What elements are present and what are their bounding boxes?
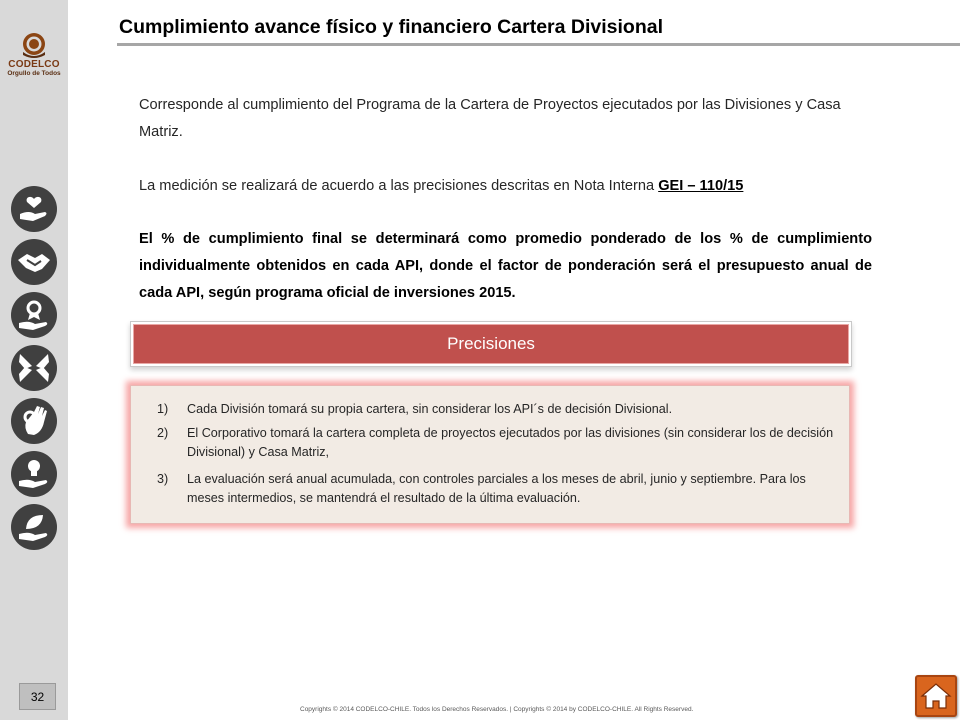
codelco-emblem-icon: [19, 32, 49, 58]
logo-brand: CODELCO: [8, 59, 60, 70]
measurement-paragraph: [139, 173, 872, 200]
home-button[interactable]: [915, 675, 957, 717]
codelco-logo: [4, 32, 64, 77]
list-item-text: Cada División tomará su propia cartera, sin considerar los API´s de decisión Divisional.: [187, 402, 673, 416]
precisiones-banner: Precisiones: [133, 324, 849, 364]
list-item-number: 1): [157, 402, 169, 416]
measurement-text: La medición se realizará de acuerdo a las precisiones descritas en Nota Interna: [139, 178, 659, 194]
list-item: [157, 424, 841, 462]
internal-note-reference: GEI – 110/15: [658, 178, 744, 194]
precisiones-list: [157, 400, 841, 508]
leaf-hand-icon: [11, 504, 57, 550]
weighting-paragraph: El % de cumplimiento final se determinará como promedio ponderado de los % de cumplimiento individualmente obtenidos en cada API, donde el factor de ponderación será el presupuesto anual de cada API, según programa oficial de inversiones 2015.: [139, 231, 872, 301]
list-item-number: 3): [157, 472, 169, 486]
page-number: 32: [19, 683, 56, 710]
logo-tagline: Orgullo de Todos: [7, 70, 61, 77]
ok-gesture-icon: [11, 398, 57, 444]
medal-hand-icon: [11, 292, 57, 338]
list-item: [157, 400, 841, 419]
sidebar: [0, 0, 68, 720]
copyright-footer: Copyrights © 2014 CODELCO-CHILE. Todos los Derechos Reservados. | Copyrights © 2014 by CODELCO-CHILE. All Rights Reserved.: [300, 706, 694, 713]
heart-hand-icon: [11, 186, 57, 232]
list-item-text: La evaluación será anual acumulada, con controles parciales a los meses de abril, junio y septiembre. Para los meses intermedios, se mantendrá el resultado de la última evaluación.: [187, 472, 806, 505]
page-title: Cumplimiento avance físico y financiero Cartera Divisional: [119, 16, 664, 38]
lightbulb-hand-icon: [11, 451, 57, 497]
hands-together-icon: [11, 345, 57, 391]
intro-paragraph: Corresponde al cumplimiento del Programa de la Cartera de Proyectos ejecutados por las Divisiones y Casa Matriz.: [139, 97, 841, 140]
list-item-text: El Corporativo tomará la cartera completa de proyectos ejecutados por las divisiones (sin considerar los de decisión Divisional) y Casa Matriz,: [187, 426, 834, 459]
home-icon: [917, 677, 955, 715]
list-item-number: 2): [157, 426, 169, 440]
precisiones-panel: [130, 385, 850, 524]
handshake-icon: [11, 239, 57, 285]
list-item: [157, 470, 841, 508]
title-divider: [117, 43, 960, 46]
